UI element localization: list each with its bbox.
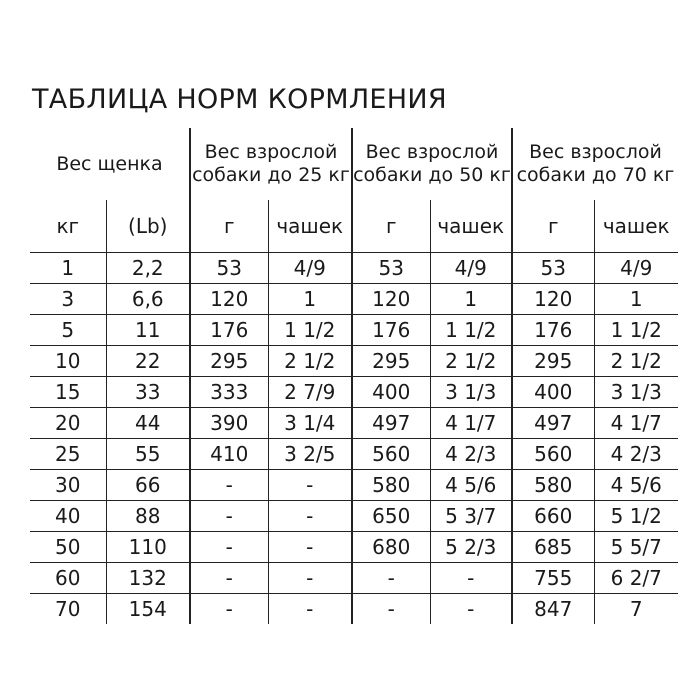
cell-cups-70: 5 1/2 (594, 501, 678, 532)
cell-grams-25: 53 (190, 253, 268, 284)
header-row-units (30, 200, 678, 253)
table-row (30, 253, 678, 284)
cell-cups-25: 1 (268, 284, 352, 315)
cell-grams-70: 295 (512, 346, 594, 377)
unit-header-grams: г (352, 200, 430, 253)
cell-cups-50: 4 2/3 (430, 439, 512, 470)
cell-grams-70: 176 (512, 315, 594, 346)
cell-lb: 33 (106, 377, 190, 408)
cell-cups-25: 3 1/4 (268, 408, 352, 439)
puppy-weight-header: Вес щенка (56, 152, 163, 175)
cell-lb: 66 (106, 470, 190, 501)
cell-grams-70: 497 (512, 408, 594, 439)
cell-kg: 3 (30, 284, 106, 315)
table-row (30, 439, 678, 470)
cell-cups-25: 2 7/9 (268, 377, 352, 408)
cell-grams-25: - (190, 501, 268, 532)
unit-header-cups: чашек (268, 200, 352, 253)
cell-cups-70: 2 1/2 (594, 346, 678, 377)
cell-lb: 132 (106, 563, 190, 594)
cell-kg: 30 (30, 470, 106, 501)
unit-header-lb: (Lb) (106, 200, 190, 253)
cell-grams-25: 176 (190, 315, 268, 346)
cell-lb: 55 (106, 439, 190, 470)
cell-cups-70: 5 5/7 (594, 532, 678, 563)
cell-cups-50: - (430, 563, 512, 594)
cell-cups-50: - (430, 594, 512, 625)
cell-cups-50: 1 1/2 (430, 315, 512, 346)
group-header-line1: Вес взрослой (365, 141, 499, 164)
cell-grams-70: 685 (512, 532, 594, 563)
cell-cups-50: 4 1/7 (430, 408, 512, 439)
cell-cups-50: 4 5/6 (430, 470, 512, 501)
cell-kg: 70 (30, 594, 106, 625)
table-row (30, 284, 678, 315)
group-header-line2: собаки до 50 кг (353, 164, 511, 186)
cell-grams-70: 660 (512, 501, 594, 532)
cell-grams-50: 650 (352, 501, 430, 532)
cell-grams-50: 580 (352, 470, 430, 501)
cell-cups-50: 4/9 (430, 253, 512, 284)
cell-lb: 2,2 (106, 253, 190, 284)
cell-cups-70: 4/9 (594, 253, 678, 284)
table-row (30, 532, 678, 563)
cell-cups-50: 1 (430, 284, 512, 315)
cell-grams-70: 560 (512, 439, 594, 470)
table-row (30, 470, 678, 501)
cell-cups-25: 3 2/5 (268, 439, 352, 470)
cell-grams-25: 390 (190, 408, 268, 439)
cell-cups-50: 5 3/7 (430, 501, 512, 532)
cell-cups-50: 2 1/2 (430, 346, 512, 377)
cell-kg: 25 (30, 439, 106, 470)
cell-grams-25: - (190, 563, 268, 594)
cell-cups-50: 5 2/3 (430, 532, 512, 563)
page-title: ТАБЛИЦА НОРМ КОРМЛЕНИЯ (32, 84, 447, 115)
cell-cups-70: 4 1/7 (594, 408, 678, 439)
group-header-line1: Вес взрослой (204, 141, 338, 164)
cell-grams-50: - (352, 563, 430, 594)
cell-cups-70: 3 1/3 (594, 377, 678, 408)
cell-cups-25: 1 1/2 (268, 315, 352, 346)
cell-grams-25: 295 (190, 346, 268, 377)
cell-cups-25: - (268, 501, 352, 532)
cell-cups-25: - (268, 594, 352, 625)
cell-cups-70: 6 2/7 (594, 563, 678, 594)
cell-cups-25: - (268, 470, 352, 501)
cell-grams-50: - (352, 594, 430, 625)
cell-cups-70: 4 5/6 (594, 470, 678, 501)
cell-kg: 50 (30, 532, 106, 563)
cell-kg: 40 (30, 501, 106, 532)
cell-cups-25: 2 1/2 (268, 346, 352, 377)
cell-grams-50: 176 (352, 315, 430, 346)
cell-grams-70: 847 (512, 594, 594, 625)
cell-cups-25: - (268, 563, 352, 594)
cell-cups-25: 4/9 (268, 253, 352, 284)
cell-lb: 6,6 (106, 284, 190, 315)
cell-lb: 88 (106, 501, 190, 532)
cell-grams-50: 497 (352, 408, 430, 439)
cell-grams-25: 120 (190, 284, 268, 315)
unit-header-grams: г (190, 200, 268, 253)
cell-grams-50: 560 (352, 439, 430, 470)
cell-grams-50: 53 (352, 253, 430, 284)
cell-kg: 60 (30, 563, 106, 594)
cell-cups-70: 1 1/2 (594, 315, 678, 346)
cell-kg: 1 (30, 253, 106, 284)
unit-header-cups: чашек (594, 200, 678, 253)
cell-kg: 5 (30, 315, 106, 346)
table-row (30, 594, 678, 625)
cell-grams-70: 755 (512, 563, 594, 594)
cell-lb: 154 (106, 594, 190, 625)
cell-grams-70: 580 (512, 470, 594, 501)
group-header-line1: Вес взрослой (529, 141, 662, 164)
cell-grams-70: 120 (512, 284, 594, 315)
cell-cups-70: 4 2/3 (594, 439, 678, 470)
table-row (30, 315, 678, 346)
cell-grams-25: 333 (190, 377, 268, 408)
table-row (30, 377, 678, 408)
group-header-50kg (352, 128, 512, 200)
table-row (30, 501, 678, 532)
cell-grams-25: - (190, 470, 268, 501)
cell-kg: 10 (30, 346, 106, 377)
cell-lb: 44 (106, 408, 190, 439)
table-row (30, 346, 678, 377)
cell-cups-70: 7 (594, 594, 678, 625)
cell-cups-50: 3 1/3 (430, 377, 512, 408)
feeding-table (30, 128, 678, 624)
cell-grams-50: 295 (352, 346, 430, 377)
cell-lb: 11 (106, 315, 190, 346)
cell-grams-70: 53 (512, 253, 594, 284)
group-header-25kg (190, 128, 352, 200)
unit-header-grams: г (512, 200, 594, 253)
unit-header-cups: чашек (430, 200, 512, 253)
cell-grams-50: 400 (352, 377, 430, 408)
table-row (30, 563, 678, 594)
cell-cups-70: 1 (594, 284, 678, 315)
cell-grams-25: - (190, 532, 268, 563)
cell-lb: 110 (106, 532, 190, 563)
table-row (30, 408, 678, 439)
group-header-70kg (512, 128, 678, 200)
cell-kg: 20 (30, 408, 106, 439)
cell-grams-50: 120 (352, 284, 430, 315)
cell-grams-50: 680 (352, 532, 430, 563)
group-header-line2: собаки до 25 кг (192, 164, 350, 186)
cell-cups-25: - (268, 532, 352, 563)
cell-grams-70: 400 (512, 377, 594, 408)
header-row-groups (30, 128, 678, 200)
group-header-line2: собаки до 70 кг (516, 164, 675, 186)
cell-kg: 15 (30, 377, 106, 408)
cell-grams-25: - (190, 594, 268, 625)
unit-header-kg: кг (56, 214, 80, 238)
cell-grams-25: 410 (190, 439, 268, 470)
cell-lb: 22 (106, 346, 190, 377)
